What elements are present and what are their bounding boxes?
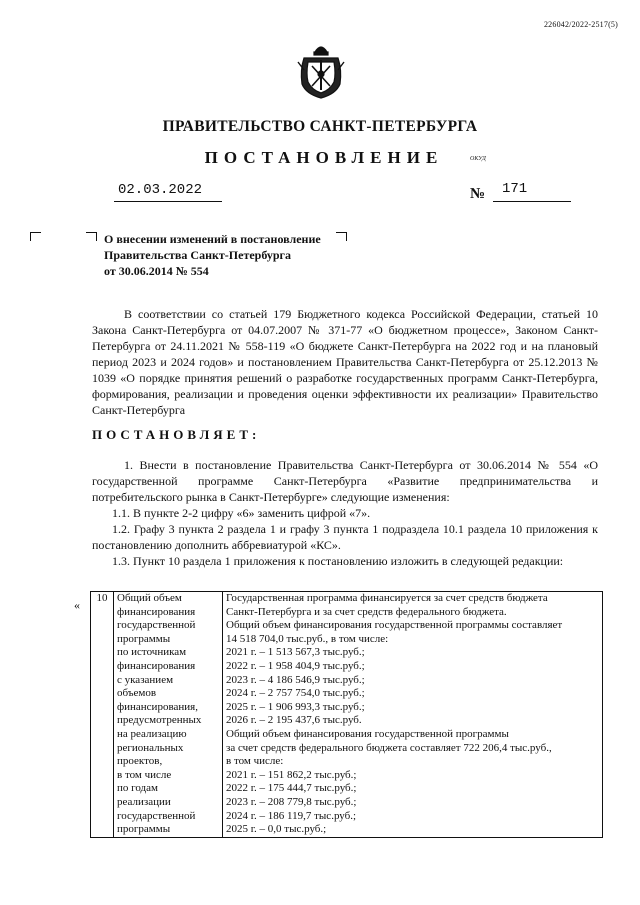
content-line: за счет средств федерального бюджета составляет 722 206,4 тыс.руб., (226, 741, 552, 754)
content-line: Санкт-Петербурга и за счет средств федерального бюджета. (226, 605, 507, 618)
preamble-paragraph (92, 306, 598, 418)
okud-label: ОКУД (470, 156, 486, 162)
label-line: по источникам (117, 646, 187, 659)
content-line: 2022 г. – 1 958 404,9 тыс.руб.; (226, 659, 365, 672)
content-line: 14 518 704,0 тыс.руб., в том числе: (226, 632, 389, 645)
content-line: 2024 г. – 2 757 754,0 тыс.руб.; (226, 687, 365, 700)
label-line: на реализацию (117, 727, 187, 740)
label-line: в том числе (117, 768, 172, 781)
content-line: Государственная программа финансируется за счет средств бюджета (226, 592, 548, 604)
label-line: государственной (117, 619, 196, 632)
item-1-2-text: 1.2. Графу 3 пункта 2 раздела 1 и графу 3 пункта 1 подраздела 10.1 раздела 10 приложения к постановлению дополнить аббревиатурой «КС». (92, 522, 598, 552)
content-line: 2021 г. – 1 513 567,3 тыс.руб.; (226, 646, 365, 659)
content-line: 2023 г. – 208 779,8 тыс.руб.; (226, 795, 357, 808)
number-sign: № (470, 186, 486, 202)
document-type-title: ПОСТАНОВЛЕНИЕ (204, 148, 444, 167)
content-line: Общий объем финансирования государственной программы (226, 727, 509, 740)
document-barcode-number: 226042/2022-2517(5) (543, 20, 618, 29)
document-number: 171 (502, 181, 528, 197)
content-line: 2024 г. – 186 119,7 тыс.руб.; (226, 809, 357, 822)
item-1-1-paragraph (92, 505, 598, 521)
corner-mark-middle (86, 232, 97, 241)
table-cell-number: 10 (91, 592, 114, 838)
content-line: 2023 г. – 4 186 546,9 тыс.руб.; (226, 673, 365, 686)
label-line: финансирования (117, 605, 196, 618)
item-1-2-paragraph (92, 521, 598, 553)
label-line: реализации (117, 795, 171, 808)
resolves-heading: ПОСТАНОВЛЯЕТ: (92, 427, 261, 442)
number-underline (493, 201, 571, 202)
table-cell-label (114, 592, 223, 838)
government-name: ПРАВИТЕЛЬСТВО САНКТ-ПЕТЕРБУРГА (162, 118, 478, 135)
subject-line: от 30.06.2014 № 554 (104, 264, 209, 278)
subject-line: О внесении изменений в постановление (104, 232, 321, 246)
label-line: объемов (117, 687, 157, 700)
content-line: 2025 г. – 1 906 993,3 тыс.руб.; (226, 700, 365, 713)
corner-mark-right (336, 232, 347, 241)
label-line: программы (117, 632, 171, 645)
date-underline (114, 201, 222, 202)
item-1-paragraph (92, 457, 598, 505)
item-1-1-text: 1.1. В пункте 2-2 цифру «6» заменить цифрой «7». (112, 506, 371, 520)
subject-line: Правительства Санкт-Петербурга (104, 248, 292, 262)
content-line: 2021 г. – 151 862,2 тыс.руб.; (226, 768, 357, 781)
label-line: государственной (117, 809, 196, 822)
label-line: по годам (117, 782, 158, 795)
content-line: 2022 г. – 175 444,7 тыс.руб.; (226, 782, 357, 795)
label-line: предусмотренных (117, 714, 202, 727)
label-line: финансирования, (117, 700, 198, 713)
table-cell-content (223, 592, 603, 838)
label-line: программы (117, 823, 171, 836)
content-line: в том числе: (226, 755, 284, 768)
document-subject (104, 231, 321, 279)
label-line: региональных (117, 741, 184, 754)
item-1-text: 1. Внести в постановление Правительства Санкт-Петербурга от 30.06.2014 № 554 «О государственной программе Санкт-Петербурга «Развитие предпринимательства и потребительского рынка в Санкт-Петербурге» следующие изменения: (92, 458, 598, 504)
item-1-3-paragraph (92, 553, 598, 569)
table-row (91, 592, 603, 838)
financing-table (90, 591, 603, 838)
label-line: финансирования (117, 659, 196, 672)
item-1-3-text: 1.3. Пункт 10 раздела 1 приложения к постановлению изложить в следующей редакции: (112, 554, 564, 568)
label-line: Общий объем (117, 592, 182, 604)
corner-mark-left (30, 232, 41, 241)
label-line: с указанием (117, 673, 174, 686)
document-date: 02.03.2022 (118, 182, 203, 198)
preamble-text: В соответствии со статьей 179 Бюджетного кодекса Российской Федерации, статьей 10 Закона Санкт-Петербурга от 04.07.2007 № 371-77 «О бюджетном процессе», Законом Санкт-Петербурга от 24.11.2021 № 558-119 «О бюджете Санкт-Петербурга на 2022 год и на плановый период 2023 и 2024 годов» и постановлением Правительства Санкт-Петербурга от 25.12.2013 № 1039 «О порядке принятия решений о разработке государственных программ Санкт-Петербурга, формирования, реализации и проведения оценки эффективности их реализации» Правительство Санкт-Петербурга (92, 307, 598, 417)
opening-quote-mark: « (74, 598, 80, 612)
coat-of-arms-emblem-icon (296, 40, 346, 102)
content-line: 2026 г. – 2 195 437,6 тыс.руб. (226, 714, 362, 727)
content-line: 2025 г. – 0,0 тыс.руб.; (226, 823, 327, 836)
label-line: проектов, (117, 755, 163, 768)
content-line: Общий объем финансирования государственной программы составляет (226, 619, 563, 632)
